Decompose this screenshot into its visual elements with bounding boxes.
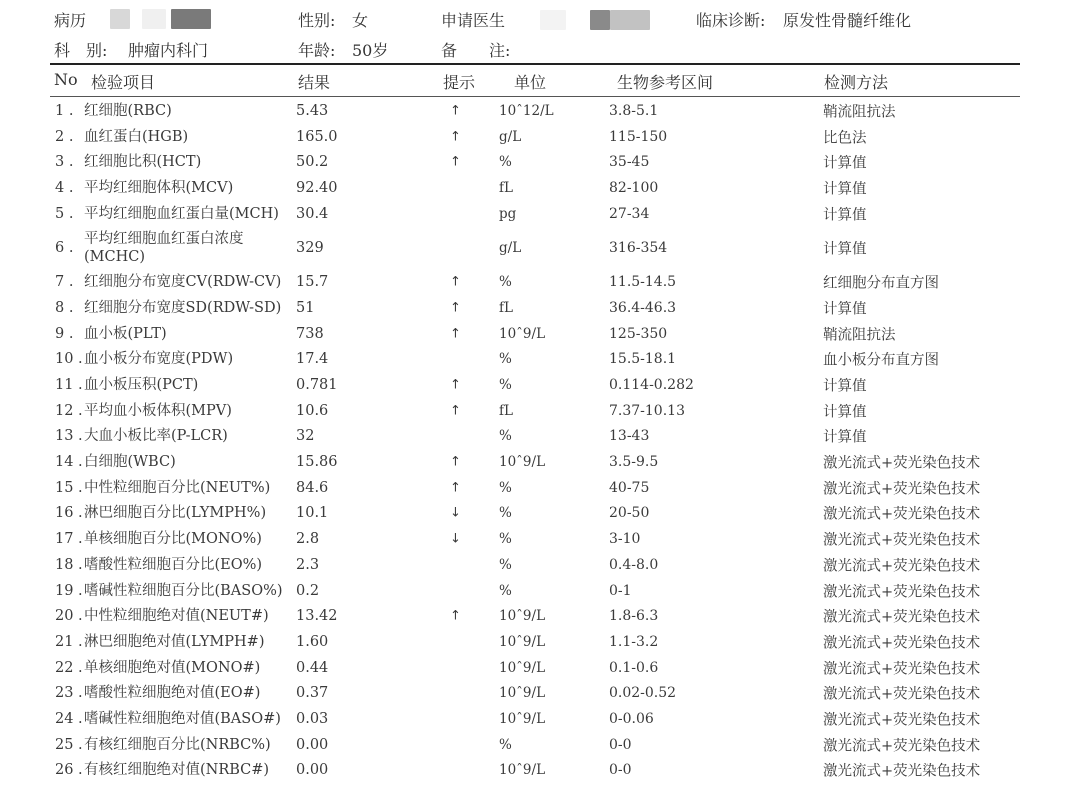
row-number: 26 . <box>55 762 83 779</box>
table-row <box>0 347 1080 373</box>
unit-value: 10ˆ9/L <box>499 685 546 702</box>
redacted-doctor-light <box>610 10 650 30</box>
col-header-no: No <box>54 70 78 89</box>
table-top-rule <box>50 63 1020 65</box>
reference-range: 35-45 <box>609 154 650 171</box>
reference-range: 0.1-0.6 <box>609 659 659 676</box>
result-value: 0.781 <box>296 377 338 394</box>
table-row <box>0 475 1080 501</box>
reference-range: 20-50 <box>609 505 650 522</box>
result-value: 0.00 <box>296 736 329 753</box>
result-table-body <box>0 98 1080 783</box>
row-number: 21 . <box>55 633 83 650</box>
gender-label: 性别: <box>298 11 336 30</box>
row-number: 3 . <box>55 154 74 171</box>
test-item-name: 嗜酸性粒细胞绝对值(EO#) <box>84 685 261 702</box>
test-item-name: 单核细胞绝对值(MONO#) <box>84 659 261 676</box>
unit-value: % <box>499 154 512 171</box>
abnormal-flag: ↑ <box>450 377 461 393</box>
reference-range: 3.8-5.1 <box>609 102 659 119</box>
col-header-unit: 单位 <box>514 73 547 92</box>
unit-value: % <box>499 505 512 522</box>
row-number: 4 . <box>55 179 74 196</box>
table-row <box>0 295 1080 321</box>
test-item-name: 单核细胞百分比(MONO%) <box>84 531 262 548</box>
unit-value: fL <box>499 402 513 419</box>
row-number: 23 . <box>55 685 83 702</box>
result-value: 0.44 <box>296 659 329 676</box>
result-value: 84.6 <box>296 479 329 496</box>
table-row <box>0 98 1080 124</box>
test-method: 激光流式+荧光染色技术 <box>823 686 981 703</box>
abnormal-flag: ↑ <box>450 403 461 419</box>
test-method: 激光流式+荧光染色技术 <box>823 609 981 626</box>
reference-range: 0-1 <box>609 582 632 599</box>
unit-value: % <box>499 479 512 496</box>
test-method: 红细胞分布直方图 <box>823 275 939 292</box>
table-row <box>0 603 1080 629</box>
result-value: 0.00 <box>296 762 329 779</box>
unit-value: % <box>499 428 512 445</box>
row-number: 10 . <box>55 351 83 368</box>
unit-value: % <box>499 274 512 291</box>
abnormal-flag: ↑ <box>450 154 461 170</box>
row-number: 2 . <box>55 128 74 145</box>
abnormal-flag: ↑ <box>450 129 461 145</box>
result-value: 165.0 <box>296 128 338 145</box>
row-number: 25 . <box>55 736 83 753</box>
test-method: 激光流式+荧光染色技术 <box>823 584 981 601</box>
reference-range: 82-100 <box>609 179 659 196</box>
reference-range: 3-10 <box>609 531 641 548</box>
reference-range: 7.37-10.13 <box>609 402 685 419</box>
result-value: 32 <box>296 428 315 445</box>
row-number: 20 . <box>55 608 83 625</box>
reference-range: 40-75 <box>609 479 650 496</box>
row-number: 19 . <box>55 582 83 599</box>
test-item-name: 平均血小板体积(MPV) <box>84 402 232 419</box>
test-method: 计算值 <box>823 378 867 395</box>
col-header-result: 结果 <box>298 73 331 92</box>
abnormal-flag: ↑ <box>450 274 461 290</box>
test-item-name: 平均红细胞血红蛋白量(MCH) <box>84 205 279 222</box>
test-item-name: 血小板(PLT) <box>84 325 167 342</box>
table-row <box>0 226 1080 269</box>
age-value: 50岁 <box>352 41 389 60</box>
test-item-name: 红细胞分布宽度SD(RDW-SD) <box>84 299 282 316</box>
reference-range: 36.4-46.3 <box>609 299 677 316</box>
result-value: 15.7 <box>296 274 329 291</box>
test-method: 计算值 <box>823 207 867 224</box>
table-row <box>0 398 1080 424</box>
table-row <box>0 526 1080 552</box>
redacted-doctor-dark <box>590 10 610 30</box>
unit-value: g/L <box>499 128 522 145</box>
abnormal-flag: ↑ <box>450 103 461 119</box>
test-item-name: 嗜碱性粒细胞绝对值(BASO#) <box>84 710 281 727</box>
result-value: 329 <box>296 239 324 256</box>
abnormal-flag: ↑ <box>450 300 461 316</box>
test-item-name: 中性粒细胞绝对值(NEUT#) <box>84 608 269 625</box>
unit-value: % <box>499 582 512 599</box>
reference-range: 11.5-14.5 <box>609 274 677 291</box>
table-row <box>0 269 1080 295</box>
test-method: 鞘流阻抗法 <box>823 327 896 344</box>
test-method: 计算值 <box>823 241 867 258</box>
department-label: 科 别: <box>54 41 108 60</box>
unit-value: g/L <box>499 239 522 256</box>
table-row <box>0 201 1080 227</box>
test-method: 计算值 <box>823 301 867 318</box>
col-header-range: 生物参考区间 <box>617 73 714 92</box>
reference-range: 1.8-6.3 <box>609 608 659 625</box>
result-value: 738 <box>296 325 324 342</box>
test-method: 激光流式+荧光染色技术 <box>823 763 981 780</box>
col-header-flag: 提示 <box>443 73 476 92</box>
result-value: 5.43 <box>296 102 329 119</box>
row-number: 1 . <box>55 102 74 119</box>
table-row <box>0 629 1080 655</box>
result-value: 30.4 <box>296 205 329 222</box>
diagnosis-value: 原发性骨髓纤维化 <box>783 11 912 30</box>
test-item-name: 嗜酸性粒细胞百分比(EO%) <box>84 556 263 573</box>
redacted-doctor-faint <box>540 10 566 30</box>
unit-value: % <box>499 736 512 753</box>
table-row <box>0 578 1080 604</box>
redacted-name-faint <box>142 9 166 29</box>
table-row <box>0 680 1080 706</box>
col-header-item: 检验项目 <box>91 73 156 92</box>
reference-range: 13-43 <box>609 428 650 445</box>
test-item-name: 平均红细胞体积(MCV) <box>84 179 234 196</box>
test-method: 计算值 <box>823 429 867 446</box>
department-value: 肿瘤内科门 <box>128 41 209 60</box>
table-row <box>0 449 1080 475</box>
reference-range: 0.02-0.52 <box>609 685 677 702</box>
table-row <box>0 501 1080 527</box>
unit-value: 10ˆ9/L <box>499 454 546 471</box>
table-row <box>0 552 1080 578</box>
test-method: 计算值 <box>823 404 867 421</box>
table-row <box>0 321 1080 347</box>
abnormal-flag: ↑ <box>450 608 461 624</box>
row-number: 14 . <box>55 454 83 471</box>
test-method: 激光流式+荧光染色技术 <box>823 738 981 755</box>
redacted-name-light <box>110 9 130 29</box>
reference-range: 115-150 <box>609 128 668 145</box>
row-number: 12 . <box>55 402 83 419</box>
redacted-name-dark <box>171 9 211 29</box>
result-value: 51 <box>296 299 315 316</box>
row-number: 22 . <box>55 659 83 676</box>
result-value: 13.42 <box>296 608 338 625</box>
col-header-method: 检测方法 <box>824 73 889 92</box>
unit-value: % <box>499 377 512 394</box>
test-item-name: 红细胞分布宽度CV(RDW-CV) <box>84 274 282 291</box>
row-number: 16 . <box>55 505 83 522</box>
row-number: 24 . <box>55 710 83 727</box>
reference-range: 316-354 <box>609 239 668 256</box>
result-value: 0.03 <box>296 710 329 727</box>
test-item-name: 淋巴细胞绝对值(LYMPH#) <box>84 633 265 650</box>
result-value: 0.37 <box>296 685 329 702</box>
test-method: 激光流式+荧光染色技术 <box>823 635 981 652</box>
unit-value: 10ˆ9/L <box>499 762 546 779</box>
test-item-name: 血小板分布宽度(PDW) <box>84 351 234 368</box>
unit-value: % <box>499 531 512 548</box>
test-method: 计算值 <box>823 181 867 198</box>
result-value: 0.2 <box>296 582 320 599</box>
test-item-name: 红细胞比积(HCT) <box>84 154 202 171</box>
test-item-name: 白细胞(WBC) <box>84 454 176 471</box>
test-item-name: 大血小板比率(P-LCR) <box>84 428 228 445</box>
reference-range: 1.1-3.2 <box>609 633 659 650</box>
row-number: 8 . <box>55 299 74 316</box>
reference-range: 0-0 <box>609 736 632 753</box>
remark-label: 备 注: <box>441 41 511 60</box>
table-row <box>0 732 1080 758</box>
row-number: 18 . <box>55 556 83 573</box>
result-value: 17.4 <box>296 351 329 368</box>
reference-range: 27-34 <box>609 205 650 222</box>
result-value: 2.3 <box>296 556 320 573</box>
reference-range: 0-0.06 <box>609 710 654 727</box>
reference-range: 3.5-9.5 <box>609 454 659 471</box>
table-row <box>0 706 1080 732</box>
test-method: 血小板分布直方图 <box>823 352 939 369</box>
result-value: 1.60 <box>296 633 329 650</box>
test-item-name: 淋巴细胞百分比(LYMPH%) <box>84 505 267 522</box>
table-row <box>0 758 1080 784</box>
test-item-name: 红细胞(RBC) <box>84 102 172 119</box>
row-number: 7 . <box>55 274 74 291</box>
result-value: 2.8 <box>296 531 320 548</box>
test-item-name: 有核红细胞百分比(NRBC%) <box>84 736 271 753</box>
test-item-name: 平均红细胞血红蛋白浓度(MCHC) <box>84 230 244 265</box>
diagnosis-label: 临床诊断: <box>696 11 766 30</box>
test-item-name: 血红蛋白(HGB) <box>84 128 189 145</box>
test-item-name: 血小板压积(PCT) <box>84 377 199 394</box>
unit-value: fL <box>499 299 513 316</box>
test-method: 激光流式+荧光染色技术 <box>823 506 981 523</box>
test-method: 激光流式+荧光染色技术 <box>823 481 981 498</box>
row-number: 15 . <box>55 479 83 496</box>
unit-value: % <box>499 556 512 573</box>
abnormal-flag: ↓ <box>450 531 461 547</box>
test-item-name: 嗜碱性粒细胞百分比(BASO%) <box>84 582 283 599</box>
test-method: 鞘流阻抗法 <box>823 104 896 121</box>
test-item-name: 中性粒细胞百分比(NEUT%) <box>84 479 271 496</box>
result-value: 92.40 <box>296 179 338 196</box>
test-method: 计算值 <box>823 155 867 172</box>
abnormal-flag: ↑ <box>450 326 461 342</box>
reference-range: 0.114-0.282 <box>609 377 694 394</box>
record-label: 病历 <box>54 11 87 30</box>
table-header-rule <box>50 96 1020 97</box>
test-item-name: 有核红细胞绝对值(NRBC#) <box>84 762 270 779</box>
abnormal-flag: ↑ <box>450 480 461 496</box>
test-method: 比色法 <box>823 130 867 147</box>
table-row <box>0 149 1080 175</box>
table-row <box>0 175 1080 201</box>
abnormal-flag: ↓ <box>450 505 461 521</box>
unit-value: fL <box>499 179 513 196</box>
row-number: 13 . <box>55 428 83 445</box>
reference-range: 15.5-18.1 <box>609 351 677 368</box>
table-row <box>0 124 1080 150</box>
unit-value: pg <box>499 205 517 222</box>
test-method: 激光流式+荧光染色技术 <box>823 558 981 575</box>
test-method: 激光流式+荧光染色技术 <box>823 712 981 729</box>
result-value: 10.6 <box>296 402 329 419</box>
age-label: 年龄: <box>298 41 336 60</box>
unit-value: 10ˆ9/L <box>499 710 546 727</box>
row-number: 5 . <box>55 205 74 222</box>
unit-value: 10ˆ9/L <box>499 659 546 676</box>
result-value: 15.86 <box>296 454 338 471</box>
result-value: 50.2 <box>296 154 329 171</box>
row-number: 11 . <box>55 377 83 394</box>
reference-range: 125-350 <box>609 325 668 342</box>
row-number: 17 . <box>55 531 83 548</box>
unit-value: 10ˆ9/L <box>499 325 546 342</box>
test-method: 激光流式+荧光染色技术 <box>823 661 981 678</box>
doctor-label: 申请医生 <box>441 11 506 30</box>
reference-range: 0.4-8.0 <box>609 556 659 573</box>
test-method: 激光流式+荧光染色技术 <box>823 455 981 472</box>
unit-value: 10ˆ12/L <box>499 102 554 119</box>
row-number: 9 . <box>55 325 74 342</box>
row-number: 6 . <box>55 239 74 256</box>
abnormal-flag: ↑ <box>450 454 461 470</box>
gender-value: 女 <box>352 11 369 30</box>
result-value: 10.1 <box>296 505 329 522</box>
reference-range: 0-0 <box>609 762 632 779</box>
test-method: 激光流式+荧光染色技术 <box>823 532 981 549</box>
table-row <box>0 372 1080 398</box>
unit-value: % <box>499 351 512 368</box>
unit-value: 10ˆ9/L <box>499 633 546 650</box>
table-row <box>0 424 1080 450</box>
unit-value: 10ˆ9/L <box>499 608 546 625</box>
table-row <box>0 655 1080 681</box>
